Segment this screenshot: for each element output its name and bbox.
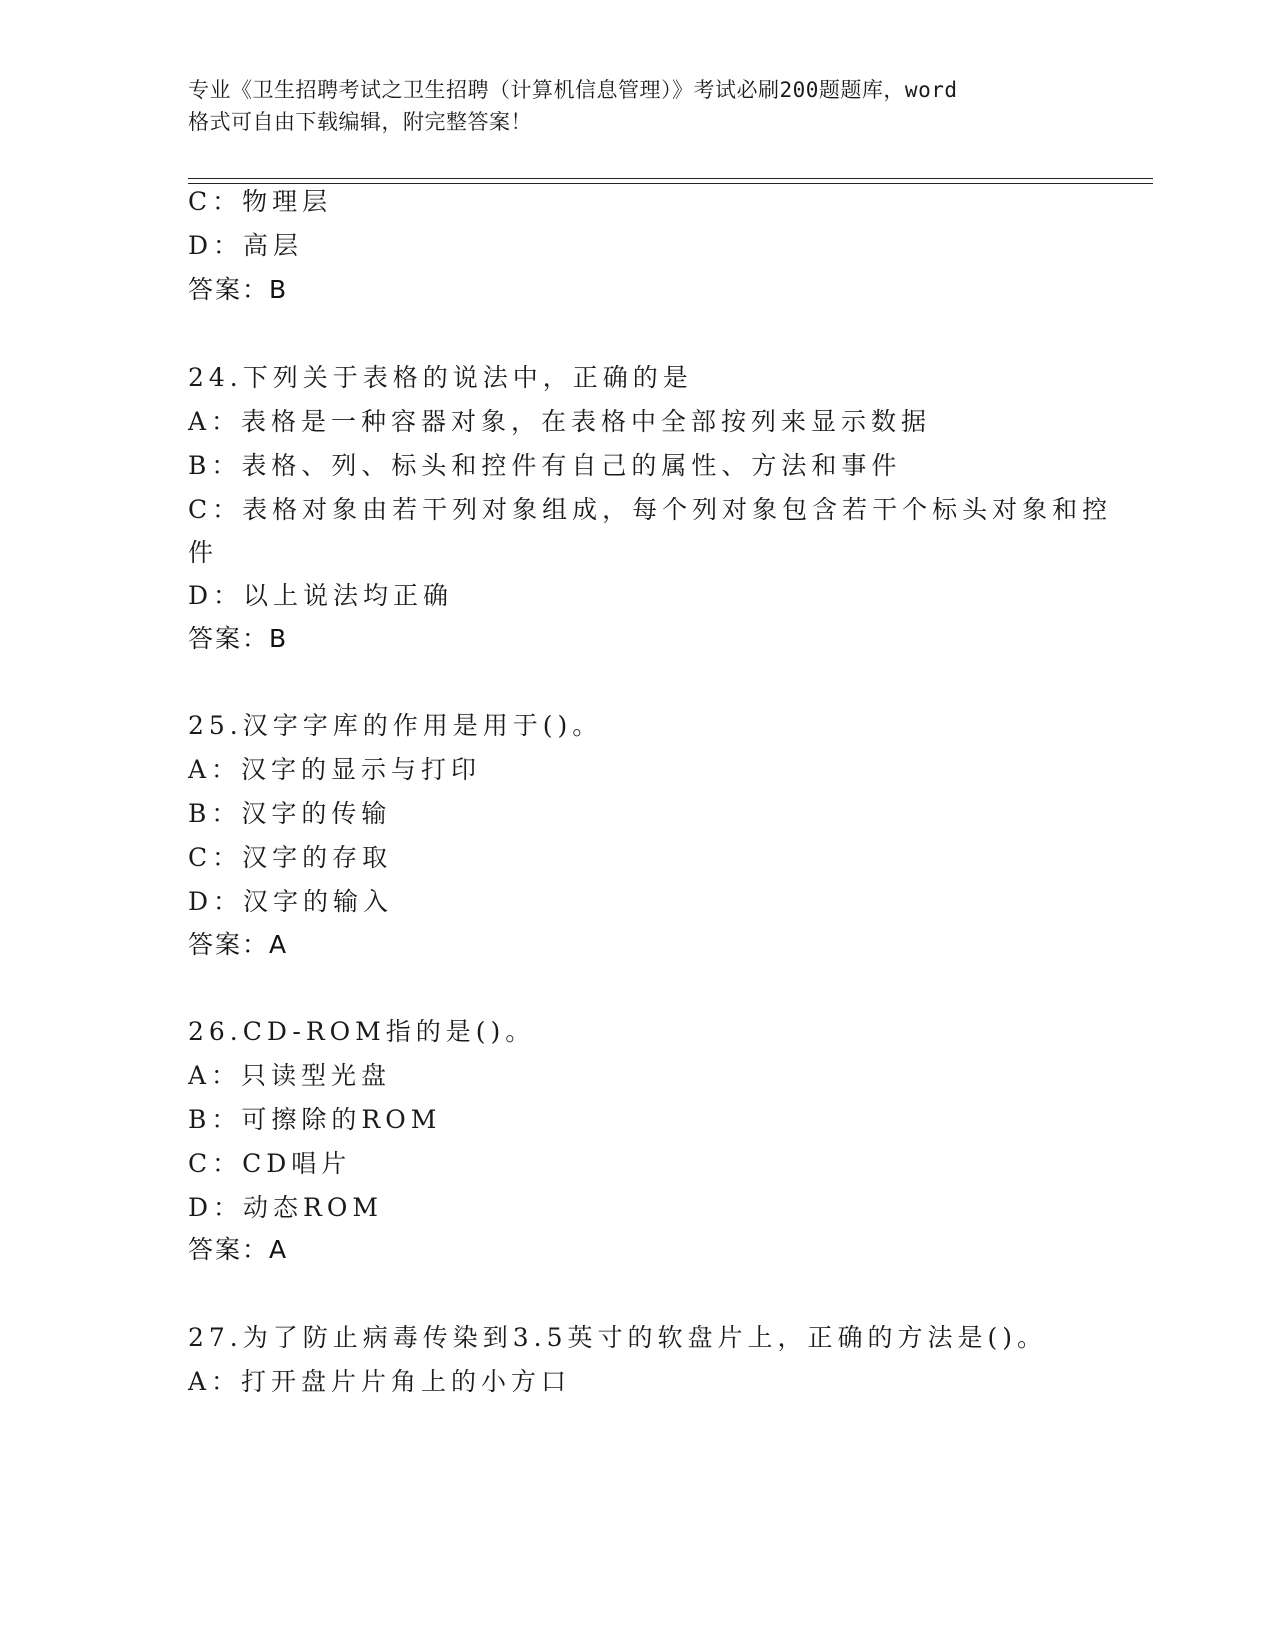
option-a: A：只读型光盘 bbox=[188, 1061, 392, 1090]
question-text: 25.汉字字库的作用是用于()。 bbox=[188, 711, 603, 740]
answer-label: 答案：A bbox=[188, 930, 289, 959]
document-header bbox=[188, 74, 1088, 138]
header-divider-top bbox=[188, 178, 1153, 179]
option-c: C：CD唱片 bbox=[188, 1149, 352, 1178]
header-divider-bottom bbox=[188, 183, 1153, 184]
question-text: 26.CD-ROM指的是()。 bbox=[188, 1017, 536, 1046]
option-d: D：汉字的输入 bbox=[188, 887, 394, 916]
option-a: A：表格是一种容器对象，在表格中全部按列来显示数据 bbox=[188, 407, 932, 436]
option-c: C：物理层 bbox=[188, 187, 333, 216]
answer-label: 答案：A bbox=[188, 1235, 289, 1264]
option-d: D：以上说法均正确 bbox=[188, 581, 454, 610]
header-line-2: 格式可自由下载编辑，附完整答案！ bbox=[188, 110, 532, 134]
header-line-1: 专业《卫生招聘考试之卫生招聘（计算机信息管理）》考试必刷200题题库，word bbox=[188, 78, 958, 102]
option-d: D：高层 bbox=[188, 231, 304, 260]
option-a: A：打开盘片片角上的小方口 bbox=[188, 1367, 572, 1396]
answer-label: 答案：B bbox=[188, 275, 289, 304]
option-b: B：可擦除的ROM bbox=[188, 1105, 442, 1134]
option-b: B：表格、列、标头和控件有自己的属性、方法和事件 bbox=[188, 451, 902, 480]
question-text: 24.下列关于表格的说法中，正确的是 bbox=[188, 363, 693, 392]
question-text: 27.为了防止病毒传染到3.5英寸的软盘片上，正确的方法是()。 bbox=[188, 1323, 1048, 1352]
option-b: B：汉字的传输 bbox=[188, 799, 392, 828]
option-a: A：汉字的显示与打印 bbox=[188, 755, 482, 784]
option-c-continued: 件 bbox=[188, 538, 219, 567]
option-c: C：汉字的存取 bbox=[188, 843, 393, 872]
option-c: C：表格对象由若干列对象组成，每个列对象包含若干个标头对象和控 bbox=[188, 495, 1113, 524]
option-d: D：动态ROM bbox=[188, 1193, 383, 1222]
answer-label: 答案：B bbox=[188, 624, 289, 653]
